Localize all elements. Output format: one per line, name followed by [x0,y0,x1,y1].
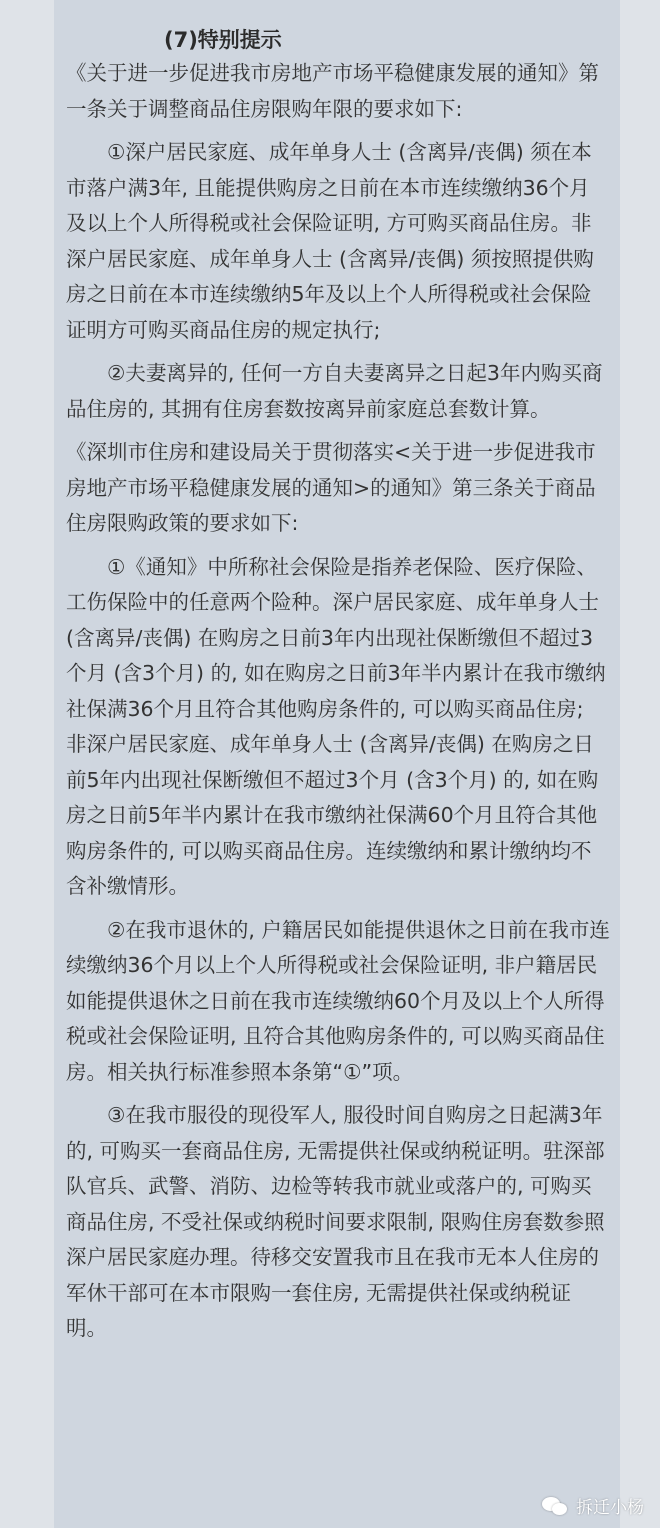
paragraph-2: ①深户居民家庭、成年单身人士 (含离异/丧偶) 须在本市落户满3年, 且能提供购房之日前在本市连续缴纳36个月及以上个人所得税或社会保险证明, 方可购买商品住房。非深户居民家庭、成年单身人士 (含离异/丧偶) 须按照提供购房之日前在本市连续缴纳5年及以上个人所得税或社会保险证明方可购买商品住房的规定执行; [66,140,594,342]
watermark-text: 拆迁小杨 [576,1498,644,1518]
paragraph-3: ②夫妻离异的, 任何一方自夫妻离异之日起3年内购买商品住房的, 其拥有住房套数按离异前家庭总套数计算。 [66,361,603,421]
paragraph-7: ③在我市服役的现役军人, 服役时间自购房之日起满3年的, 可购买一套商品住房, 无需提供社保或纳税证明。驻深部队官兵、武警、消防、边检等转我市就业或落户的, 可购买商品住房, 不受社保或纳税时间要求限制, 限购住房套数参照深户居民家庭办理。待移交安置我市且在我市无本人住房的军休干部可在本市限购一套住房, 无需提供社保或纳税证明。 [66,1103,605,1340]
wechat-icon [542,1495,568,1517]
article-body [66,56,610,1347]
watermark [542,1493,644,1518]
section-heading: (7)特别提示 [164,28,282,52]
paragraph-6: ②在我市退休的, 户籍居民如能提供退休之日前在我市连续缴纳36个月以上个人所得税或社会保险证明, 非户籍居民如能提供退休之日前在我市连续缴纳60个月及以上个人所得税或社会保险证明, 且符合其他购房条件的, 可以购买商品住房。相关执行标准参照本条第“①”项。 [66,917,610,1084]
paragraph-4: 《深圳市住房和建设局关于贯彻落实<关于进一步促进我市房地产市场平稳健康发展的通知>的通知》第三条关于商品住房限购政策的要求如下: [66,440,596,535]
paragraph-1: 《关于进一步促进我市房地产市场平稳健康发展的通知》第一条关于调整商品住房限购年限的要求如下: [66,61,599,121]
paragraph-5: ①《通知》中所称社会保险是指养老保险、医疗保险、工伤保险中的任意两个险种。深户居民家庭、成年单身人士 (含离异/丧偶) 在购房之日前3年内出现社保断缴但不超过3个月 (含3个月) 的, 如在购房之日前3年半内累计在我市缴纳社保满36个月且符合其他购房条件的, 可以购买商品住房; 非深户居民家庭、成年单身人士 (含离异/丧偶) 在购房之日前5年内出现社保断缴但不超过3个月 (含3个月) 的, 如在购房之日前5年半内累计在我市缴纳社保满60个月且符合其他购房条件的, 可以购买商品住房。连续缴纳和累计缴纳均不含补缴情形。 [66,554,606,898]
article-page [54,0,620,1528]
